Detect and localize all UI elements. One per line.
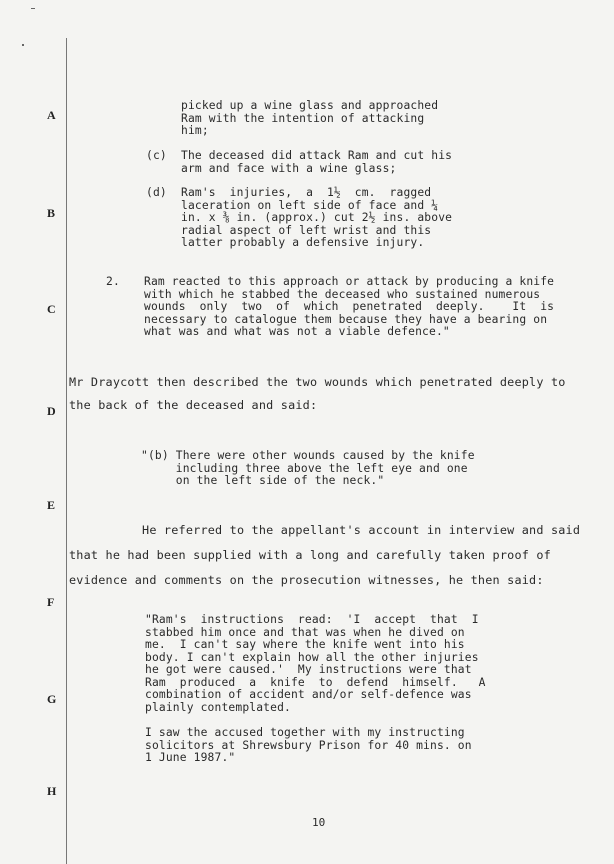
quote-line: picked up a wine glass and approached: [181, 99, 439, 112]
margin-letter-h: H: [47, 784, 57, 798]
page-number: 10: [312, 816, 326, 829]
margin-letter-b: B: [47, 206, 56, 220]
body-line: Mr Draycott then described the two wounds which penetrated deeply to: [69, 375, 566, 389]
margin-letter-g: G: [47, 692, 57, 706]
quote-line: The deceased did attack Ram and cut his: [181, 149, 453, 162]
quote-line: me. I can't say where the knife went into his: [145, 638, 465, 651]
quote-line: arm and face with a wine glass;: [181, 161, 397, 175]
quote-line: "(b) There were other wounds caused by the knife: [141, 449, 475, 462]
quote-line: plainly contemplated.: [145, 700, 291, 714]
quote-line: including three above the left eye and one: [141, 461, 468, 475]
quote-line: stabbed him once and that was when he dived on: [145, 625, 465, 639]
margin-letter-f: F: [47, 595, 55, 609]
quote-line: Ram with the intention of attacking: [181, 111, 425, 125]
margin-letter-c: C: [47, 302, 56, 316]
quote-line: I saw the accused together with my instructing: [145, 726, 465, 739]
scan-speck: [22, 44, 24, 46]
quote-line: Ram's injuries, a 1½ cm. ragged: [181, 186, 432, 199]
quote-line: Ram produced a knife to defend himself. A: [145, 675, 486, 689]
quote-line: he got were caused.' My instructions were that: [145, 663, 472, 676]
quote-line: on the left side of the neck.": [141, 474, 385, 487]
body-line: He referred to the appellant's account in interview and said: [69, 523, 581, 537]
quote-line: combination of accident and/or self-defence was: [145, 688, 472, 701]
body-line: the back of the deceased and said:: [69, 398, 318, 412]
body-line: evidence and comments on the prosecution witnesses, he then said:: [69, 573, 544, 587]
quote-line: necessary to catalogue them because they have a bearing on: [144, 312, 548, 326]
margin-letter-d: D: [47, 404, 56, 418]
quote-line: with which he stabbed the deceased who sustained numerous: [144, 287, 541, 301]
quote-line: radial aspect of left wrist and this: [181, 223, 432, 237]
quote-line: solicitors at Shrewsbury Prison for 40 mins. on: [145, 738, 472, 752]
quote-line: Ram reacted to this approach or attack by producing a knife: [144, 275, 555, 288]
quote-line: what was and what was not a viable defence.": [144, 325, 450, 338]
quote-line: in. x ⅜ in. (approx.) cut 2½ ins. above: [181, 211, 453, 224]
quote-line: latter probably a defensive injury.: [181, 236, 425, 249]
quote-line: laceration on left side of face and ¼: [181, 198, 439, 212]
quote-line: 1 June 1987.": [145, 751, 236, 764]
scan-speck: [31, 8, 35, 9]
margin-letter-a: A: [47, 108, 56, 122]
quote-line: him;: [181, 124, 209, 137]
margin-letter-e: E: [47, 498, 56, 512]
quote-line: "Ram's instructions read: 'I accept that I: [145, 613, 479, 626]
quote-line: wounds only two of which penetrated deeply. It is: [144, 300, 555, 313]
paragraph-marker: 2.: [106, 275, 120, 288]
quote-line: body. I can't explain how all the other injuries: [145, 650, 479, 664]
item-marker: (d): [146, 186, 167, 199]
margin-rule: [66, 38, 67, 864]
item-marker: (c): [146, 149, 167, 162]
body-line: that he had been supplied with a long and carefully taken proof of: [69, 548, 551, 562]
